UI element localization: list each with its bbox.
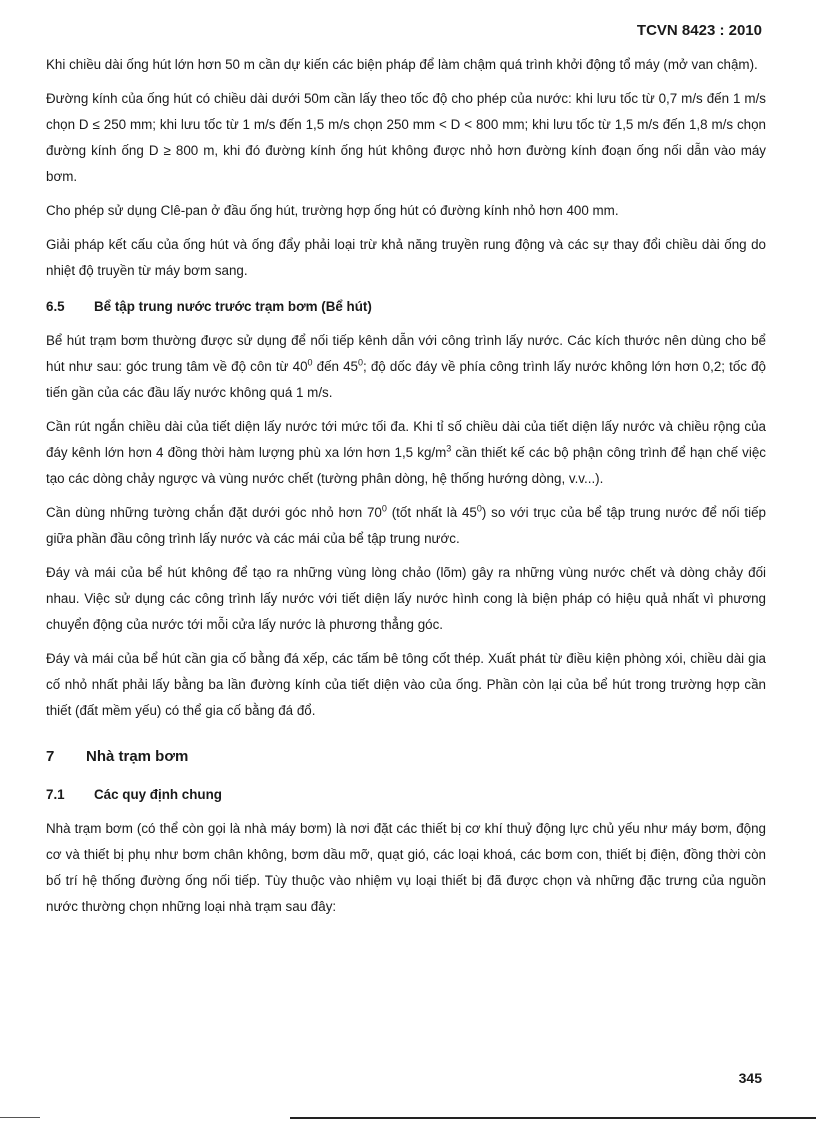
section-title: Nhà trạm bơm: [86, 748, 189, 765]
footer-rule: [290, 1117, 816, 1119]
paragraph: Cần dùng những tường chắn đặt dưới góc nhỏ hơn $70^0$ (tốt nhất là $45^0$) so với trục của bể tập trung nước để nối tiếp giữa phần đầu công trình lấy nước và các mái của bể tập trung nước.: [46, 503, 766, 546]
section-number: 6.5: [46, 299, 65, 314]
section-title: Bể tập trung nước trước trạm bơm (Bể hút): [94, 299, 372, 314]
paragraph: Khi chiều dài ống hút lớn hơn 50 m cần dự kiến các biện pháp để làm chậm quá trình khởi động tổ máy (mở van chậm).: [46, 57, 758, 72]
paragraph: Bể hút trạm bơm thường được sử dụng để nối tiếp kênh dẫn với công trình lấy nước. Các kích thước nên dùng cho bể hút như sau: góc trung tâm về độ côn từ $40^0$ đến $45^0$; độ dốc đáy về phía công trình lấy nước không lớn hơn 0,2; tốc độ tiến gần của các đầu lấy nước không quá 1 m/s.: [46, 333, 766, 400]
paragraph: Cho phép sử dụng Clê-pan ở đầu ống hút, trường hợp ống hút có đường kính nhỏ hơn 400 mm.: [46, 203, 619, 218]
section-number: 7.1: [46, 787, 65, 802]
section-title: Các quy định chung: [94, 787, 222, 802]
paragraph: Đáy và mái của bể hút cần gia cố bằng đá xếp, các tấm bê tông cốt thép. Xuất phát từ điều kiện phòng xói, chiều dài gia cố nhỏ nhất phải lấy bằng ba lần đường kính của tiết diện vào của ống. Phần còn lại của bể hút trong trường hợp cần thiết (đất mềm yếu) có thể gia cố bằng đá đổ.: [46, 651, 766, 718]
paragraph: Giải pháp kết cấu của ống hút và ống đẩy phải loại trừ khả năng truyền rung động và các sự thay đổi chiều dài ống do nhiệt độ truyền từ máy bơm sang.: [46, 237, 766, 278]
section-heading-7: [46, 744, 766, 770]
footer-rule-left: [0, 1117, 40, 1118]
paragraph: Nhà trạm bơm (có thể còn gọi là nhà máy bơm) là nơi đặt các thiết bị cơ khí thuỷ động lực chủ yếu như máy bơm, động cơ và thiết bị phụ như bơm chân không, bơm dầu mỡ, quạt gió, các loại khoá, các bơm con, thiết bị điện, đồng thời còn bố trí hệ thống đường ống nối tiếp. Tùy thuộc vào nhiệm vụ loại thiết bị đã được chọn và những đặc trưng của nguồn nước thường chọn những loại nhà trạm sau đây:: [46, 821, 766, 914]
document-body: [46, 52, 766, 928]
page-number: 345: [738, 1070, 762, 1086]
paragraph: Đường kính của ống hút có chiều dài dưới 50m cần lấy theo tốc độ cho phép của nước: khi lưu tốc từ 0,7 m/s đến 1 m/s chọn D ≤ 250 mm; khi lưu tốc từ 1 m/s đến 1,5 m/s chọn 250 mm < D < 800 mm; khi lưu tốc từ 1,5 m/s đến 1,8 m/s chọn đường kính ống D ≥ 800 m, khi đó đường kính ống hút không được nhỏ hơn đường kính đoạn ống nối dẫn vào máy bơm.: [46, 91, 766, 184]
section-heading-6-5: [46, 294, 766, 320]
standard-code: TCVN 8423 : 2010: [636, 22, 762, 39]
section-heading-7-1: [46, 782, 766, 808]
paragraph: Đáy và mái của bể hút không để tạo ra những vùng lòng chảo (lõm) gây ra những vùng nước chết và dòng chảy đối nhau. Việc sử dụng các công trình lấy nước với tiết diện lấy nước hình cong là biện pháp có hiệu quả nhất vì phương chuyển động của nước tới mỗi cửa lấy nước là phương thẳng góc.: [46, 565, 766, 632]
paragraph: Cần rút ngắn chiều dài của tiết diện lấy nước tới mức tối đa. Khi tỉ số chiều dài của tiết diện lấy nước và chiều rộng của đáy kênh lớn hơn 4 đồng thời hàm lượng phù xa lớn hơn 1,5 $kg/m^3$ cần thiết kế các bộ phận công trình để hạn chế việc tạo các dòng chảy ngược và vùng nước chết (tường phân dòng, hệ thống hướng dòng, v.v...).: [46, 419, 766, 486]
section-number: 7: [46, 748, 55, 765]
